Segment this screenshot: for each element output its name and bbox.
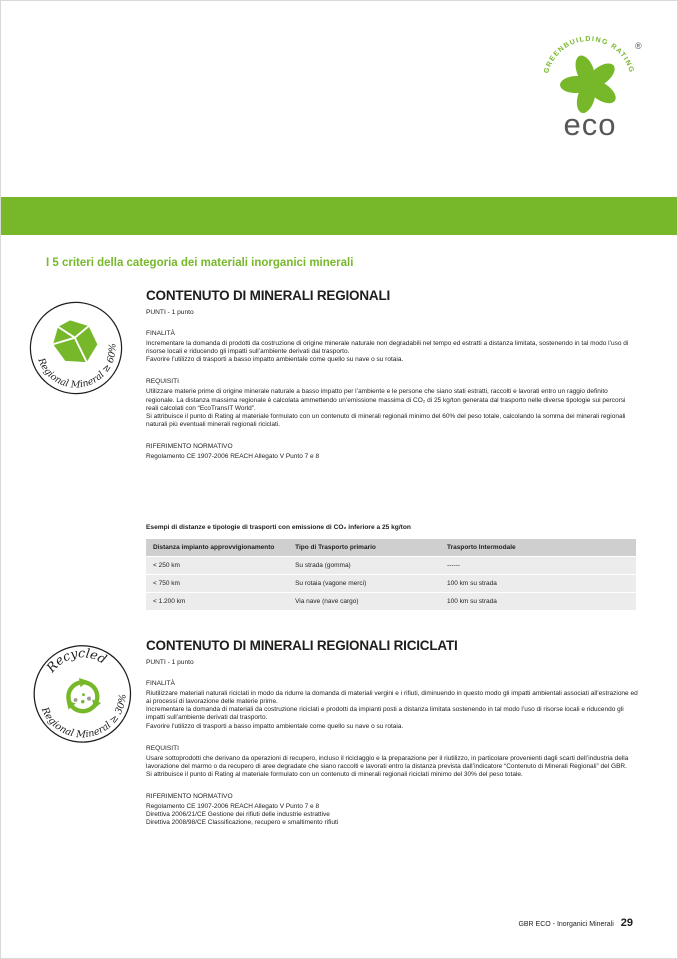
page-title: I 5 criteri della categoria dei materiali inorganici minerali <box>46 257 354 269</box>
body-paragraph: Utilizzare materie prime di origine minerale naturale a basso impatto per l’ambiente e le persone che siano stati estratti, raccolti e lavorati entro un raggio definito regionale. La distanza massima regionale è calcolata ammettendo un’emissione massima di CO₂ di 25 kg/ton generata dal trasporto nelle diverse tipologie sui percorsi reali calcolati con “EcoTransIT World”. <box>146 388 626 412</box>
requisiti-label: REQUISITI <box>146 378 179 386</box>
table-cell: 100 km su strada <box>440 593 636 611</box>
table-row <box>146 593 636 611</box>
requisiti-label: REQUISITI <box>146 744 179 752</box>
table-row <box>146 575 636 593</box>
body-paragraph: Favorire l’utilizzo di trasporti a basso impatto ambientale come quello su nave o su rotaia. <box>146 722 404 730</box>
body-paragraph: Favorire l’utilizzo di trasporti a basso impatto ambientale come quello su nave o su rotaia. <box>146 356 404 364</box>
body-paragraph: Riutilizzare materiali naturali riciclati in modo da ridurre la domanda di materiali vergini e i rifiuti, diminuendo in questo modo gli impatti ambientali associati all’estrazione ed ai processi di lavorazione delle materie prime. <box>146 690 638 706</box>
finalita-label: FINALITÀ <box>146 680 175 687</box>
table-caption: Esempi di distanze e tipologie di trasporti con emissione di CO₂ inferiore a 25 kg/ton <box>146 524 411 531</box>
body-paragraph: Incrementare la domanda di prodotti da costruzione di origine minerale naturale non degradabili nel tempo ed estratti a distanza limitata, sostenendo in tal modo l’uso di risorse locali e riducendo gli impatti sull’ambiente derivati dal trasporto. <box>146 340 629 356</box>
page-number: 29 <box>620 917 633 929</box>
badge-arc-label: Regional Mineral ≥ 30% <box>38 693 129 741</box>
section-title: CONTENUTO DI MINERALI REGIONALI RICICLATI <box>146 638 458 653</box>
table-cell: < 250 km <box>146 557 288 575</box>
table-header-cell: Distanza impianto approvvigionamento <box>146 539 288 557</box>
normative-reference: Regolamento CE 1907-2006 REACH Allegato V Punto 7 e 8 <box>146 803 320 810</box>
recycle-arrows-icon <box>58 673 103 722</box>
table-cell: Su strada (gomma) <box>288 557 440 575</box>
section-title: CONTENUTO DI MINERALI REGIONALI <box>146 288 391 303</box>
footer-label: GBR ECO - Inorganici Minerali <box>518 921 614 928</box>
section-contenuto-minerali-regionali <box>146 288 638 461</box>
finalita-label: FINALITÀ <box>146 330 175 337</box>
table-cell: Via nave (nave cargo) <box>288 593 440 611</box>
badge-arc-label: Regional Mineral ≥ 60% <box>35 343 119 391</box>
regional-mineral-60-badge <box>20 292 131 403</box>
normative-reference: Direttiva 2006/21/CE Gestione dei rifiuti delle industrie estrattive <box>146 811 330 819</box>
table-cell: Su rotaia (vagone merci) <box>288 575 440 593</box>
body-paragraph: Incrementare la domanda di materiali da costruzione riciclati e prodotti da impianti posti a distanza limitata sostenendo in tal modo l’uso di risorse locali e riducendo gli impatti sull’ambiente derivati dal trasporto. <box>146 706 624 722</box>
registered-trademark-icon: ® <box>635 41 642 51</box>
normative-reference: Regolamento CE 1907-2006 REACH Allegato V Punto 7 e 8 <box>146 453 320 460</box>
greenbuilding-rating-logo <box>534 27 646 149</box>
section-contenuto-minerali-regionali-riciclati <box>146 638 638 827</box>
table-cell: ------ <box>440 557 636 575</box>
table-cell: 100 km su strada <box>440 575 636 593</box>
body-paragraph: Si attribuisce il punto di Rating al materiale formulato con un contenuto di minerali regionali riciclati minimo del 30% del peso totale. <box>146 770 523 778</box>
table-row <box>146 557 636 575</box>
points-line: PUNTI - 1 punto <box>146 309 194 316</box>
table-cell: < 750 km <box>146 575 288 593</box>
recycled-label: Recycled <box>43 645 110 675</box>
logo-ring-text: GREENBUILDING RATING <box>543 35 635 75</box>
green-band <box>1 197 678 235</box>
transport-examples-block <box>146 524 636 611</box>
body-paragraph: Usare sottoprodotti che derivano da operazioni di recupero, incluso il riciclaggio e la preparazione per il riutilizzo, in particolare provenienti dagli scarti dell’industria della lavorazione del marmo o da recupero di aree degradate che siano raccolti e lavorati entro la distanza prevista dall’indicatore “Contenuto di Minerali Regionali” del GBR. <box>146 754 629 770</box>
page-footer <box>518 917 633 929</box>
riferimento-normativo-label: RIFERIMENTO NORMATIVO <box>146 443 233 450</box>
table-header-cell: Trasporto Intermodale <box>440 539 636 557</box>
table-header-cell: Tipo di Trasporto primario <box>288 539 440 557</box>
points-line: PUNTI - 1 punto <box>146 659 194 666</box>
eco-wordmark: eco <box>563 107 617 142</box>
transport-distance-table <box>146 539 636 611</box>
flower-icon <box>560 53 620 115</box>
pebbles-icon <box>73 692 92 705</box>
table-header-row <box>146 539 636 557</box>
normative-reference: Direttiva 2008/98/CE Classificazione, recupero e smaltimento rifiuti <box>146 819 339 827</box>
recycled-regional-mineral-30-badge <box>21 631 144 754</box>
riferimento-normativo-label: RIFERIMENTO NORMATIVO <box>146 793 233 800</box>
mineral-crystal-icon <box>49 316 100 368</box>
table-cell: < 1.200 km <box>146 593 288 611</box>
body-paragraph: Si attribuisce il punto di Rating al materiale formulato con un contenuto di minerali regionali minimo del 60% del peso totale, calcolando la somma dei minerali regionali naturali più eventuali minerali regionali riciclati. <box>146 412 626 428</box>
